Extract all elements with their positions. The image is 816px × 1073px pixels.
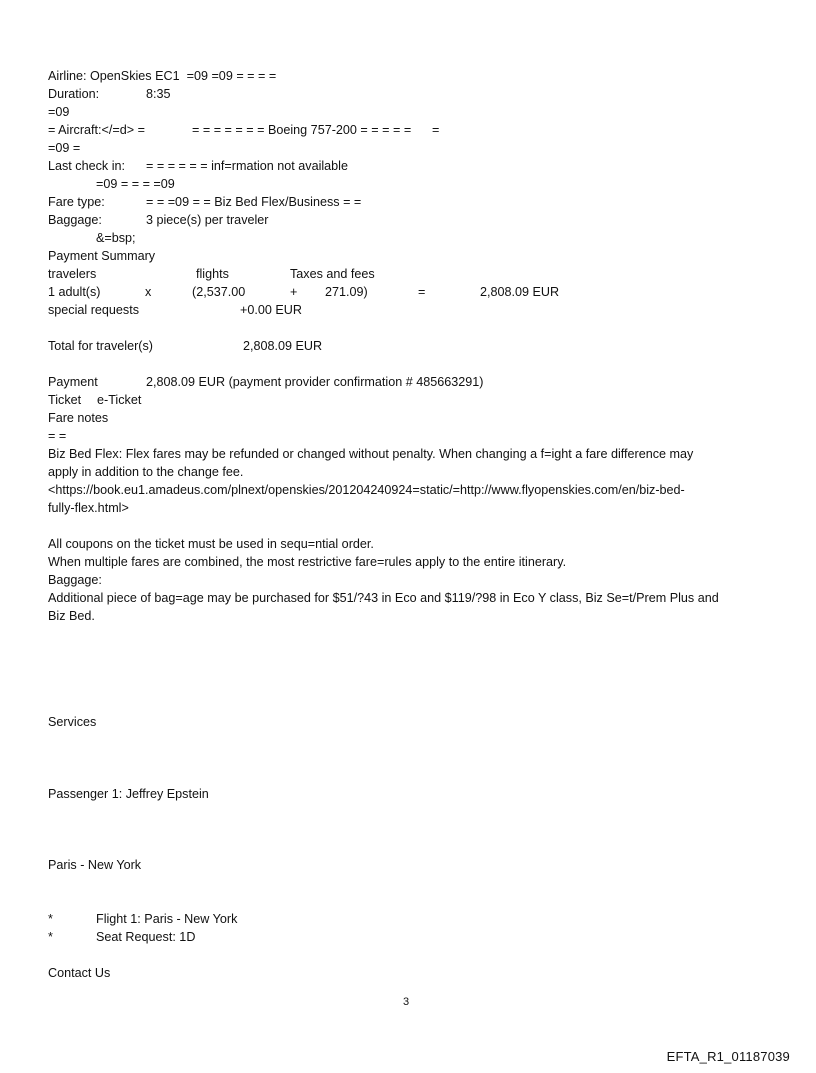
document-id: EFTA_R1_01187039 — [666, 1049, 790, 1064]
flex-note-line-2: apply in addition to the change fee. — [48, 465, 244, 479]
baggage-note-line-2: Biz Bed. — [48, 609, 95, 623]
duration-value: 8:35 — [146, 87, 171, 101]
col-travelers: travelers — [48, 267, 97, 281]
service-item: Flight 1: Paris - New York — [96, 912, 238, 926]
payment-label: Payment — [48, 375, 98, 389]
special-requests-label: special requests — [48, 303, 140, 317]
passenger-line: Passenger 1: Jeffrey Epstein — [48, 787, 209, 801]
aircraft-value: = = = = = = = Boeing 757-200 = = = = = — [192, 123, 412, 137]
payment-value: 2,808.09 EUR (payment provider confirmation # 485663291) — [146, 375, 484, 389]
row-taxes: 271.09) — [325, 285, 368, 299]
total-label: Total for traveler(s) — [48, 339, 153, 353]
row-plus: + — [290, 285, 298, 299]
aircraft-tail: = — [432, 123, 440, 137]
row-travelers: 1 adult(s) — [48, 285, 101, 299]
checkin-tail: =09 = = = =09 — [96, 177, 175, 191]
checkin-label: Last check in: — [48, 159, 126, 173]
bullet-marker: * — [48, 930, 53, 944]
fare-notes-heading: Fare notes — [48, 411, 109, 425]
service-item: Seat Request: 1D — [96, 930, 196, 944]
ticket-value: e-Ticket — [97, 393, 142, 407]
checkin-value: = = = = = = inf=rmation not available — [146, 159, 348, 173]
col-taxes: Taxes and fees — [290, 267, 375, 281]
fare-label: Fare type: — [48, 195, 105, 209]
row-total: 2,808.09 EUR — [480, 285, 560, 299]
fare-url-line-2: fully-flex.html> — [48, 501, 129, 515]
eq09-line-2: =09 = — [48, 141, 81, 155]
bullet-marker: * — [48, 912, 53, 926]
route-line: Paris - New York — [48, 858, 142, 872]
nbsp-line: &=bsp; — [96, 231, 136, 245]
row-eq: = — [418, 285, 426, 299]
row-flights: (2,537.00 — [192, 285, 246, 299]
fare-value: = = =09 = = Biz Bed Flex/Business = = — [146, 195, 362, 209]
flex-note-line-1: Biz Bed Flex: Flex fares may be refunded or changed without penalty. When changing a f=ight a fare difference may — [48, 447, 694, 461]
page-number: 3 — [403, 996, 410, 1008]
services-heading: Services — [48, 715, 97, 729]
fare-url-line-1: <https://book.eu1.amadeus.com/plnext/openskies/201204240924=static/=http://www.flyopenskies.com/en/biz-bed- — [48, 483, 685, 497]
fare-notes-eq: = = — [48, 429, 67, 443]
col-flights: flights — [196, 267, 229, 281]
contact-us-link[interactable]: Contact Us — [48, 966, 111, 980]
airline-line: Airline: OpenSkies EC1 =09 =09 = = = = — [48, 69, 277, 83]
special-requests-value: +0.00 EUR — [240, 303, 302, 317]
combined-fares-note: When multiple fares are combined, the most restrictive fare=rules apply to the entire itinerary. — [48, 555, 567, 569]
baggage-notes-heading: Baggage: — [48, 573, 102, 587]
baggage-label: Baggage: — [48, 213, 102, 227]
eq09-line: =09 — [48, 105, 70, 119]
aircraft-label: = Aircraft:</=d> = — [48, 123, 145, 137]
baggage-note-line-1: Additional piece of bag=age may be purchased for $51/?43 in Eco and $119/?98 in Eco Y class, Biz Se=t/Prem Plus and — [48, 591, 719, 605]
total-value: 2,808.09 EUR — [243, 339, 323, 353]
row-x: x — [145, 285, 152, 299]
ticket-label: Ticket — [48, 393, 82, 407]
baggage-value: 3 piece(s) per traveler — [146, 213, 269, 227]
payment-summary-heading: Payment Summary — [48, 249, 156, 263]
duration-label: Duration: — [48, 87, 100, 101]
coupons-note: All coupons on the ticket must be used in sequ=ntial order. — [48, 537, 374, 551]
